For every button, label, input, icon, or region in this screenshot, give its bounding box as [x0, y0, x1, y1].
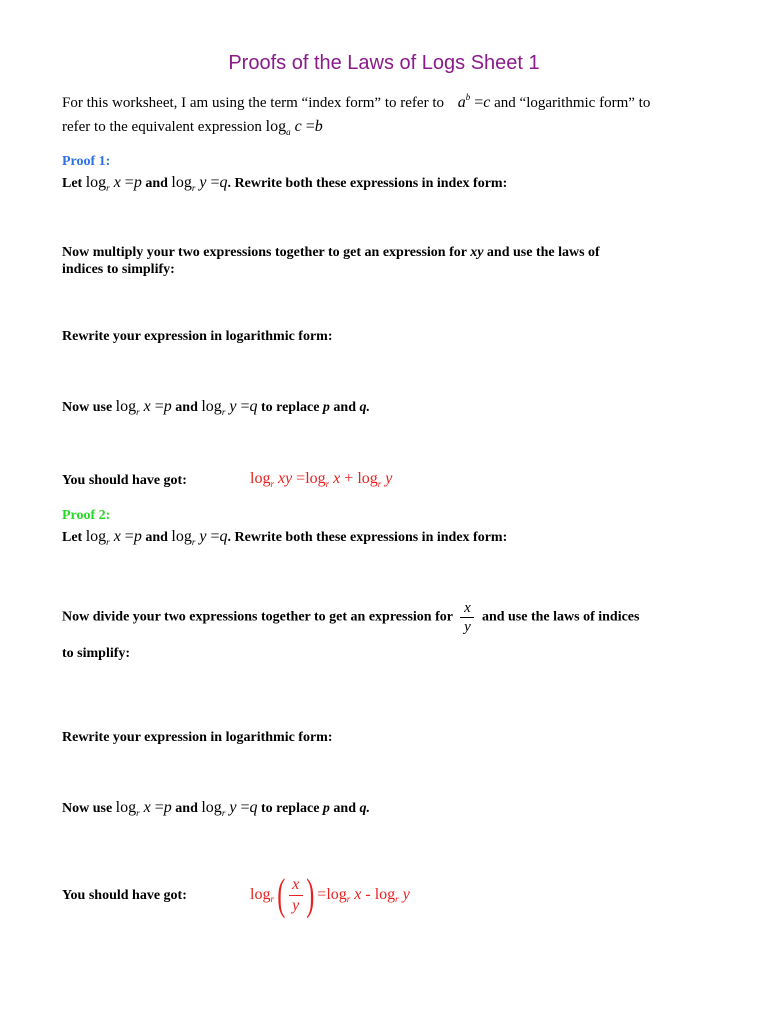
proof2-logform-line: Rewrite your expression in logarithmic form:	[62, 730, 333, 745]
x-over-y-fraction: $\frac{x}{y}$	[460, 600, 474, 635]
right-paren: )	[305, 870, 314, 919]
index-form-expression: $a^b =c$	[457, 92, 491, 111]
intro-line-2: refer to the equivalent expression $\log_a c =b$	[62, 118, 323, 137]
proof1-let-line: Let $\log_r x =p$ and $\log_r y =q$. Rewrite both these expressions in index form:	[62, 174, 508, 193]
proof2-let-line: Let $\log_r x =p$ and $\log_r y =q$. Rewrite both these expressions in index form:	[62, 528, 508, 547]
proof1-answer: $\log_r$ xy $=\log_r$ $x + \log_r y$	[250, 470, 393, 489]
proof2-now-use-line: Now use $\log_r x =p$ and $\log_r y =q$ to replace p and q.	[62, 799, 370, 818]
proof1-heading: Proof 1:	[62, 154, 111, 169]
x-over-y-answer-fraction: $\frac{x}{y}$	[289, 876, 303, 915]
intro-line-1: For this worksheet, I am using the term “index form” to refer to $a^b =c$ and “logarithmic form” to	[62, 92, 651, 111]
log-x-eq-p: $\log_r x =p$	[85, 174, 142, 193]
log-form-expression: $\log_a c =b$	[265, 118, 323, 137]
proof2-divide-line: Now divide your two expressions together to get an expression for $\frac{x}{y}$ and use the laws of indices	[62, 600, 640, 635]
proof2-divide-line-2: to simplify:	[62, 646, 131, 661]
proof1-logform-line: Rewrite your expression in logarithmic form:	[62, 329, 333, 344]
proof2-should-label: You should have got:	[62, 888, 187, 903]
left-paren: (	[277, 870, 286, 919]
proof1-multiply-line: Now multiply your two expressions together to get an expression for xy and use the laws of	[62, 245, 600, 260]
page-title: Proofs of the Laws of Logs Sheet 1	[228, 52, 540, 74]
proof2-answer: log r ( $\frac{x}{y}$ ) = log r x - log r y	[250, 870, 410, 919]
proof1-should-label: You should have got:	[62, 473, 187, 488]
proof1-now-use-line: Now use $\log_r x =p$ and $\log_r y =q$ to replace p and q.	[62, 398, 370, 417]
proof1-multiply-line-2: indices to simplify:	[62, 262, 175, 277]
proof2-heading: Proof 2:	[62, 508, 111, 523]
log-y-eq-q: $\log_r y =q$	[171, 174, 228, 193]
